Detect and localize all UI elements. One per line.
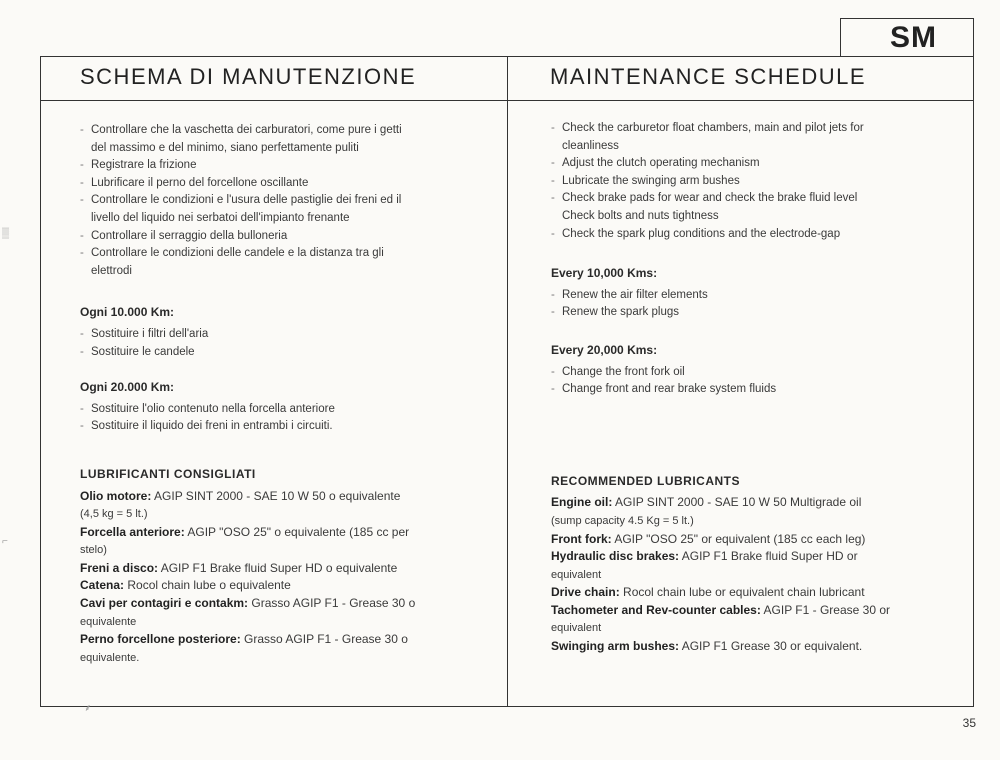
right-column xyxy=(551,120,943,656)
lubricant-entry xyxy=(551,494,943,530)
lubricant-label: Freni a disco: xyxy=(80,560,159,575)
list-item: - Sostituire il liquido dei freni in entrambi i circuiti. xyxy=(80,418,472,436)
lubricant-entry xyxy=(551,548,943,584)
list-item: elettrodi xyxy=(91,264,132,277)
lubricant-text: AGIP F1 - Grease 30 or xyxy=(763,602,891,617)
lubricant-entry xyxy=(551,531,943,549)
left-every10-title: Ogni 10.000 Km: xyxy=(80,305,175,320)
lubricant-note: (4,5 kg = 5 lt.) xyxy=(80,508,148,521)
lubricant-label: Cavi per contagiri e contakm: xyxy=(80,596,249,611)
lubricant-note: (sump capacity 4.5 Kg = 5 lt.) xyxy=(551,514,694,527)
scan-artifact-icon: ⌐ xyxy=(2,536,8,547)
right-every10-title: Every 10,000 Kms: xyxy=(551,266,658,281)
lubricant-entry xyxy=(80,524,472,560)
list-item: del massimo e del minimo, siano perfettamente puliti xyxy=(91,141,359,154)
lubricant-entry xyxy=(551,584,943,602)
list-item: - Lubrificare il perno del forcellone oscillante xyxy=(80,175,472,193)
list-item: - Registrare la frizione xyxy=(80,157,472,175)
list-item: cleanliness xyxy=(562,139,619,152)
lubricant-label: Engine oil: xyxy=(551,495,613,510)
lubricant-text: AGIP F1 Brake fluid Super HD o equivalente xyxy=(160,560,398,575)
lubricant-label: Drive chain: xyxy=(551,585,620,600)
lubricant-text: AGIP SINT 2000 - SAE 10 W 50 Multigrade oil xyxy=(615,495,862,510)
page-number: 35 xyxy=(962,716,976,730)
list-item: - Check the spark plug conditions and the electrode-gap xyxy=(551,226,943,244)
lubricant-text: Rocol chain lube o equivalente xyxy=(127,578,291,593)
list-item: - Sostituire le candele xyxy=(80,344,472,362)
lubricant-label: Tachometer and Rev-counter cables: xyxy=(551,602,761,617)
list-item: - Controllare il serraggio della bulloneria xyxy=(80,228,472,246)
lubricant-entry xyxy=(80,631,472,667)
scan-artifact-icon: ▒ xyxy=(2,228,10,239)
lubricant-label: Perno forcellone posteriore: xyxy=(80,632,241,647)
right-lubricants xyxy=(551,494,943,655)
lubricant-label: Olio motore: xyxy=(80,488,152,503)
lubricant-text: Grasso AGIP F1 - Grease 30 o xyxy=(251,596,416,611)
right-routine-list xyxy=(551,120,943,243)
list-item: livello del liquido nei serbatoi dell'impianto frenante xyxy=(91,211,350,224)
section-tab xyxy=(840,18,974,56)
left-column xyxy=(80,122,472,667)
lubricant-text: AGIP "OSO 25" o equivalente (185 cc per xyxy=(187,524,410,539)
lubricant-note: equivalent xyxy=(551,622,602,635)
right-every20-list xyxy=(551,364,943,399)
lubricant-note: stelo) xyxy=(80,544,107,557)
lubricant-label: Swinging arm bushes: xyxy=(551,639,680,654)
lubricant-entry xyxy=(80,488,472,524)
left-lubricants-title: LUBRIFICANTI CONSIGLIATI xyxy=(80,466,256,481)
lubricant-text: AGIP "OSO 25" or equivalent (185 cc each leg) xyxy=(614,531,866,546)
list-item: - Check brake pads for wear and check the brake fluid level xyxy=(551,190,943,208)
lubricant-text: Grasso AGIP F1 - Grease 30 o xyxy=(244,632,408,647)
scan-artifact-icon: ⸙ xyxy=(84,703,92,714)
left-every20-list xyxy=(80,401,472,436)
list-item: - Check the carburetor float chambers, main and pilot jets for xyxy=(551,120,943,138)
lubricant-label: Front fork: xyxy=(551,531,612,546)
lubricant-text: AGIP F1 Grease 30 or equivalent. xyxy=(681,639,863,654)
left-every20-title: Ogni 20.000 Km: xyxy=(80,380,175,395)
lubricant-text: AGIP F1 Brake fluid Super HD or xyxy=(681,549,858,564)
left-every10-list xyxy=(80,326,472,361)
right-lubricants-title: RECOMMENDED LUBRICANTS xyxy=(551,473,740,488)
list-item: - Controllare le condizioni delle candele e la distanza tra gli xyxy=(80,245,472,263)
list-item: - Change front and rear brake system fluids xyxy=(551,381,943,399)
lubricant-label: Catena: xyxy=(80,578,125,593)
lubricant-label: Hydraulic disc brakes: xyxy=(551,549,680,564)
list-item: Check bolts and nuts tightness xyxy=(562,209,719,222)
lubricant-entry xyxy=(551,638,943,656)
right-every20-title: Every 20,000 Kms: xyxy=(551,342,658,357)
list-item: - Renew the air filter elements xyxy=(551,287,943,305)
lubricant-text: Rocol chain lube or equivalent chain lubricant xyxy=(623,585,865,600)
lubricant-note: equivalente xyxy=(80,615,137,628)
lubricant-note: equivalent xyxy=(551,568,602,581)
list-item: - Sostituire l'olio contenuto nella forcella anteriore xyxy=(80,401,472,419)
column-divider xyxy=(507,56,508,707)
left-lubricants xyxy=(80,488,472,668)
lubricant-text: AGIP SINT 2000 - SAE 10 W 50 o equivalente xyxy=(154,488,401,503)
list-item: - Controllare le condizioni e l'usura delle pastiglie dei freni ed il xyxy=(80,192,472,210)
list-item: - Renew the spark plugs xyxy=(551,304,943,322)
left-routine-list xyxy=(80,122,472,280)
list-item: - Controllare che la vaschetta dei carburatori, come pure i getti xyxy=(80,122,472,140)
lubricant-entry xyxy=(80,560,472,578)
lubricant-entry xyxy=(551,602,943,638)
lubricant-entry xyxy=(80,577,472,595)
left-title: SCHEMA DI MANUTENZIONE xyxy=(80,64,417,89)
list-item: - Sostituire i filtri dell'aria xyxy=(80,326,472,344)
list-item: - Adjust the clutch operating mechanism xyxy=(551,155,943,173)
lubricant-note: equivalente. xyxy=(80,651,140,664)
right-every10-list xyxy=(551,287,943,322)
right-title: MAINTENANCE SCHEDULE xyxy=(550,64,867,89)
list-item: - Lubricate the swinging arm bushes xyxy=(551,173,943,191)
list-item: - Change the front fork oil xyxy=(551,364,943,382)
section-tab-label: SM xyxy=(890,21,937,54)
lubricant-entry xyxy=(80,595,472,631)
lubricant-label: Forcella anteriore: xyxy=(80,524,185,539)
